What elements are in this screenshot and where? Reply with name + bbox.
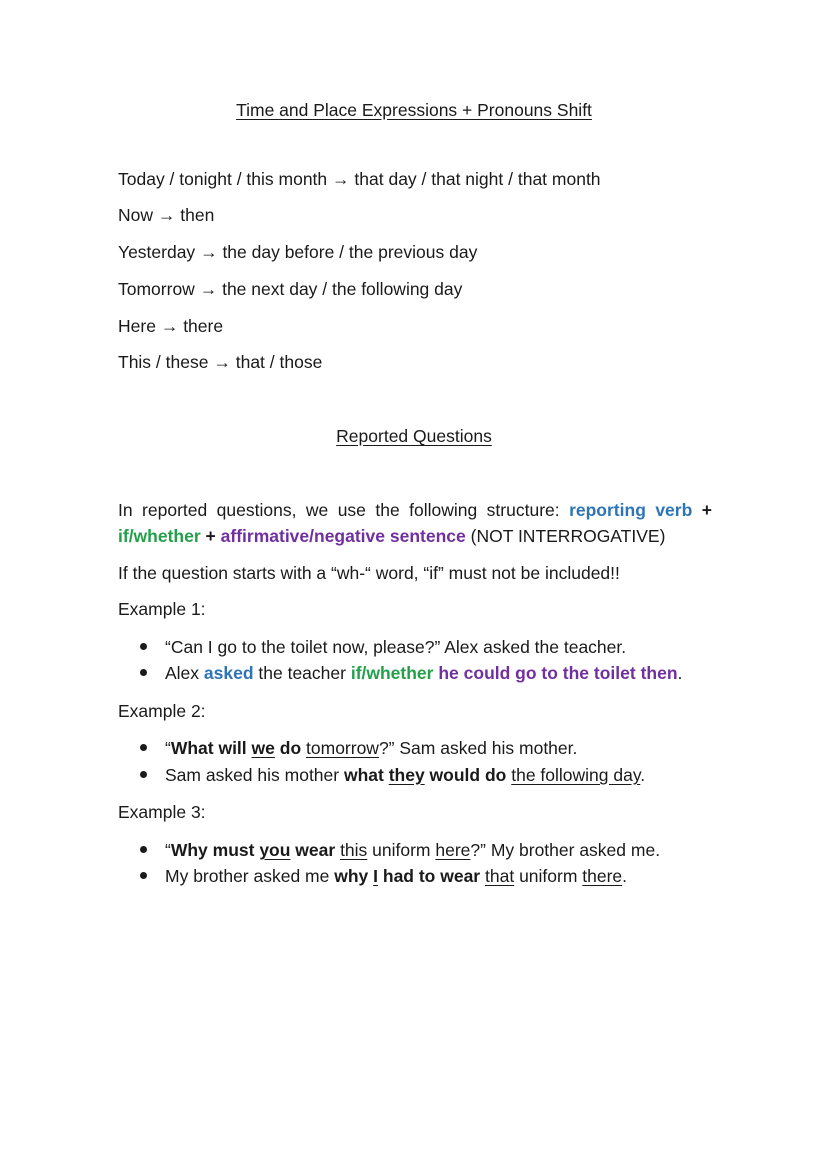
example2-direct xyxy=(140,738,577,759)
arrow-right-icon: → xyxy=(200,242,218,262)
reporting-verb: asked xyxy=(203,663,254,683)
underlined-demonstrative: this xyxy=(340,840,368,860)
shift-line-tomorrow xyxy=(118,279,462,300)
text-segment: the teacher xyxy=(253,663,351,683)
if-whether: if/whether xyxy=(350,663,434,683)
bold-underlined-pronoun: we xyxy=(251,738,275,758)
example2-reported xyxy=(140,765,645,786)
text-segment: uniform xyxy=(514,866,583,886)
structure-reporting-verb: reporting verb xyxy=(569,500,693,520)
example1-direct xyxy=(140,637,626,658)
affirmative-clause: he could go to the toilet then xyxy=(438,663,678,683)
structure-paragraph xyxy=(118,497,712,549)
underlined-demonstrative: that xyxy=(485,866,515,886)
shift-from: Here xyxy=(118,316,156,336)
underlined-place-expression: here xyxy=(435,840,471,860)
shift-line-now xyxy=(118,205,214,226)
example1-label: Example 1: xyxy=(118,599,206,619)
bold-segment: would do xyxy=(424,765,507,785)
bold-segment: what xyxy=(343,765,389,785)
bold-segment: wear xyxy=(290,840,336,860)
bullet-dot-icon xyxy=(140,744,147,751)
wh-rule: If the question starts with a “wh-“ word, “if” must not be included!! xyxy=(118,563,620,583)
text-segment: . xyxy=(677,663,683,683)
bold-underlined-pronoun: I xyxy=(373,866,379,886)
shift-line-this xyxy=(118,352,322,373)
shift-line-today xyxy=(118,169,601,190)
text-segment: uniform xyxy=(367,840,436,860)
shift-to: there xyxy=(183,316,224,336)
shift-from: Tomorrow xyxy=(118,279,195,299)
bullet-dot-icon xyxy=(140,669,147,676)
bold-segment: What will xyxy=(170,738,252,758)
bold-segment: had to wear xyxy=(378,866,481,886)
shift-to: that day / that night / that month xyxy=(354,169,601,189)
example1-direct-text: “Can I go to the toilet now, please?” Alex asked the teacher. xyxy=(165,637,627,657)
bold-segment: do xyxy=(274,738,302,758)
text-segment: “ xyxy=(165,738,171,758)
structure-plus: + xyxy=(701,500,712,520)
shift-from: Yesterday xyxy=(118,242,196,262)
example3-direct xyxy=(140,840,660,861)
shift-to: then xyxy=(180,205,215,225)
shift-line-yesterday xyxy=(118,242,477,263)
arrow-right-icon: → xyxy=(213,352,231,372)
shift-from: This / these xyxy=(118,352,209,372)
text-segment: . xyxy=(640,765,646,785)
arrow-right-icon: → xyxy=(332,169,350,189)
heading-time-place: Time and Place Expressions + Pronouns Shift xyxy=(236,100,592,120)
text-segment: ?” Sam asked his mother. xyxy=(378,738,578,758)
arrow-right-icon: → xyxy=(160,316,179,336)
underlined-time-expression: tomorrow xyxy=(306,738,379,758)
structure-plus: + xyxy=(205,526,216,546)
bold-segment: why xyxy=(334,866,374,886)
shift-from: Now xyxy=(118,205,154,225)
text-segment: “ xyxy=(165,840,171,860)
bullet-dot-icon xyxy=(140,643,147,650)
bullet-dot-icon xyxy=(140,846,147,853)
structure-note: (NOT INTERROGATIVE) xyxy=(470,526,666,546)
bullet-dot-icon xyxy=(140,771,147,778)
structure-if-whether: if/whether xyxy=(118,526,201,546)
arrow-right-icon: → xyxy=(157,205,176,225)
shift-to: that / those xyxy=(235,352,323,372)
bullet-dot-icon xyxy=(140,872,147,879)
structure-intro: In reported questions, we use the following structure: xyxy=(118,500,560,520)
text-segment: My brother asked me xyxy=(165,866,335,886)
example3-label: Example 3: xyxy=(118,802,206,822)
shift-from: Today / tonight / this month xyxy=(118,169,328,189)
arrow-right-icon: → xyxy=(199,279,218,299)
shift-to: the next day / the following day xyxy=(222,279,463,299)
heading-reported-questions: Reported Questions xyxy=(336,426,492,446)
text-segment: ?” My brother asked me. xyxy=(470,840,661,860)
example2-label: Example 2: xyxy=(118,701,206,721)
text-segment: . xyxy=(622,866,628,886)
shift-line-here xyxy=(118,316,223,337)
bold-underlined-pronoun: they xyxy=(388,765,425,785)
text-segment: Sam asked his mother xyxy=(165,765,344,785)
bold-segment: Why must xyxy=(170,840,260,860)
text-segment: Alex xyxy=(165,663,204,683)
example3-reported xyxy=(140,866,627,887)
underlined-place-expression: there xyxy=(582,866,623,886)
shift-to: the day before / the previous day xyxy=(222,242,478,262)
example1-reported xyxy=(140,663,682,684)
underlined-time-expression: the following day xyxy=(511,765,641,785)
structure-affirmative: affirmative/negative sentence xyxy=(220,526,466,546)
bold-underlined-pronoun: you xyxy=(259,840,291,860)
